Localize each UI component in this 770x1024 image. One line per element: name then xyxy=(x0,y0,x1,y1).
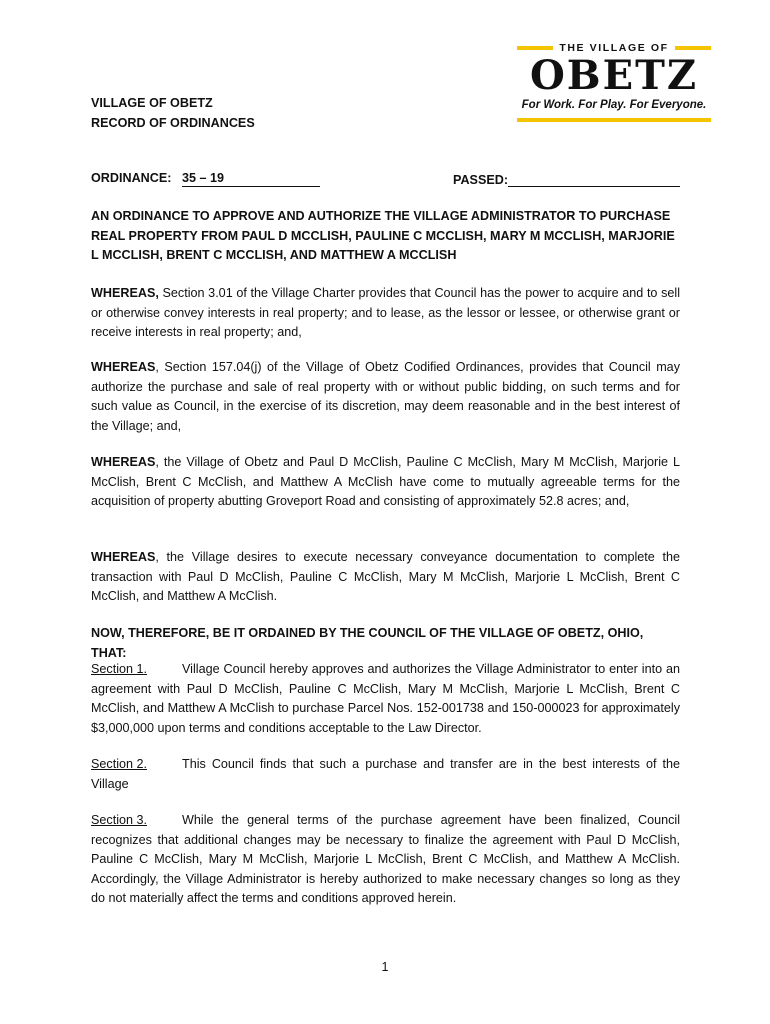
logo-accent-bar-right xyxy=(675,46,711,50)
ordinance-number: 35 – 19 xyxy=(182,171,320,187)
section-text: Village Council hereby approves and authorizes the Village Administrator to enter into an agreement with Paul D McClish, Pauline C McClish, Mary M McClish, Marjorie L McClish, Brent C McClish, and Matthew A McClish to purchase Parcel Nos. 152-001738 and 150-000023 for approximately $3,000,000 upon terms and conditions acceptable to the Law Director. xyxy=(91,662,680,735)
header-village: VILLAGE OF OBETZ xyxy=(91,96,213,110)
logo-name: OBETZ xyxy=(529,52,699,99)
whereas-clause-2 xyxy=(91,358,680,436)
passed-label: PASSED: xyxy=(453,173,509,187)
whereas-text: , the Village desires to execute necessary conveyance documentation to complete the transaction with Paul D McClish, Pauline C McClish, Mary M McClish, Marjorie L McClish, Brent C McClish, and Matthew A McClish. xyxy=(91,550,680,603)
whereas-clause-3 xyxy=(91,453,680,512)
ordinance-number-line xyxy=(91,171,320,187)
section-2 xyxy=(91,755,680,794)
page-number: 1 xyxy=(381,960,389,974)
section-text: This Council finds that such a purchase and transfer are in the best interests of the Village xyxy=(91,757,680,791)
ordinance-title: AN ORDINANCE TO APPROVE AND AUTHORIZE THE VILLAGE ADMINISTRATOR TO PURCHASE REAL PROPERTY FROM PAUL D MCCLISH, PAULINE C MCCLISH, MARY M MCCLISH, MARJORIE L MCCLISH, BRENT C MCCLISH, AND MATTHEW A MCCLISH xyxy=(91,209,675,262)
whereas-lead: WHEREAS xyxy=(91,455,156,469)
section-label: Section 3. xyxy=(91,813,148,827)
logo-accent-bar-bottom xyxy=(517,118,711,122)
ordained-statement: NOW, THEREFORE, BE IT ORDAINED BY THE COUNCIL OF THE VILLAGE OF OBETZ, OHIO, THAT: xyxy=(91,626,644,660)
logo-tagline: For Work. For Play. For Everyone. xyxy=(521,99,707,111)
whereas-clause-1 xyxy=(91,284,680,343)
whereas-text: , the Village of Obetz and Paul D McClish, Pauline C McClish, Mary M McClish, Marjorie L McClish, Brent C McClish, and Matthew A McClish have come to mutually agreeable terms for the acquisition of property abutting Groveport Road and consisting of approximately 52.8 acres; and, xyxy=(91,455,680,508)
logo-accent-bar-left xyxy=(517,46,553,50)
whereas-clause-4 xyxy=(91,548,680,607)
ordinance-label: ORDINANCE: xyxy=(91,171,172,185)
logo-top-text: THE VILLAGE OF xyxy=(559,42,669,54)
section-label: Section 2. xyxy=(91,757,148,771)
header-record: RECORD OF ORDINANCES xyxy=(91,116,255,130)
whereas-lead: WHEREAS xyxy=(91,550,156,564)
passed-line xyxy=(453,171,680,187)
section-text: While the general terms of the purchase agreement have been finalized, Council recognizes that additional changes may be necessary to finalize the agreement with Paul D McClish, Pauline C McClish, Mary M McClish, Marjorie L McClish, Brent C McClish, and Matthew A McClish. Accordingly, the Village Administrator is hereby authorized to make necessary changes so long as they do not materially affect the terms and conditions approved herein. xyxy=(91,813,680,905)
section-1 xyxy=(91,660,680,738)
village-logo xyxy=(517,42,711,124)
whereas-lead: WHEREAS xyxy=(91,360,156,374)
whereas-lead: WHEREAS, xyxy=(91,286,159,300)
section-label: Section 1. xyxy=(91,662,148,676)
section-3 xyxy=(91,811,680,909)
passed-blank xyxy=(508,171,680,187)
whereas-text: , Section 157.04(j) of the Village of Obetz Codified Ordinances, provides that Council may authorize the purchase and sale of real property with or without public bidding, on such terms and for such value as Council, in the exercise of its discretion, may deem reasonable and in the best interest of the Village; and, xyxy=(91,360,680,433)
whereas-text: Section 3.01 of the Village Charter provides that Council has the power to acquire and to sell or otherwise convey interests in real property; and to lease, as the lessor or lessee, or otherwise grant or receive interests in real property; and, xyxy=(91,286,680,339)
